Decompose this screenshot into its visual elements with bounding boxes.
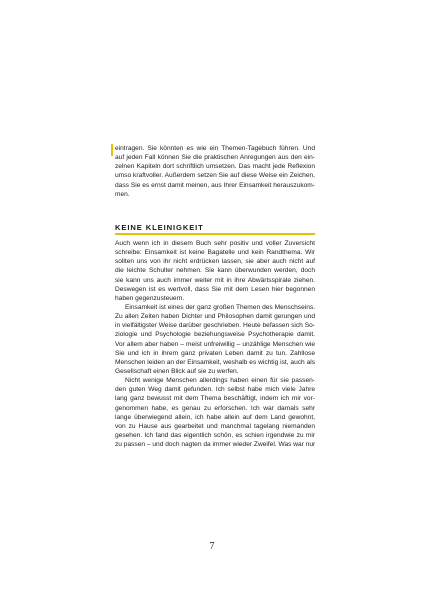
- section-body: [115, 239, 315, 449]
- text-line: lang ganz bewusst mit dem Thema beschäftigt, indem ich mir vor-: [115, 395, 315, 403]
- text-line: haben gegenzusteuern.: [115, 294, 185, 302]
- text-line: umso kraftvoller. Außerdem setzen Sie auf diese Weise ein Zeichen,: [115, 172, 315, 180]
- text-line: Vor allem aber haben – meist unfreiwillig – unzählige Menschen wie: [115, 340, 315, 348]
- text-line: Gesellschaft einen Blick auf sie zu werfen.: [115, 367, 239, 375]
- text-line: auf jeden Fall können Sie die praktischen Anregungen aus den ein-: [115, 154, 315, 162]
- text-line: men.: [115, 190, 130, 198]
- text-line: in vielfältigster Weise darüber geschrieben. Heute befassen sich So-: [115, 322, 315, 330]
- heading-underline: [115, 233, 315, 235]
- page-number: 7: [209, 541, 215, 552]
- margin-accent-bar: [111, 144, 113, 156]
- text-line: sie kann uns auch immer weiter mit in ihre Abwärtsspirale ziehen.: [115, 276, 315, 284]
- text-line: schreibe: Einsamkeit ist keine Bagatelle und kein Randthema. Wir: [115, 249, 315, 257]
- text-line: zelnen Kapiteln dort schriftlich umsetzen. Das macht jede Reflexion: [115, 163, 315, 171]
- text-line: Einsamkeit ist eines der ganz großen Themen des Menschseins.: [125, 303, 315, 311]
- intro-paragraph: [115, 144, 315, 199]
- text-line: sollten uns von ihr nicht erdrücken lassen, sie aber auch nicht auf: [115, 258, 315, 266]
- text-line: zu passen – und doch nagten da immer wieder Zweifel. Was war nur: [115, 441, 315, 449]
- text-line: gesehen. Ich fand das eigentlich schön, es schien irgendwie zu mir: [115, 431, 315, 439]
- text-line: Deswegen ist es wertvoll, dass Sie mit dem Lesen hier begonnen: [115, 285, 315, 293]
- text-line: eintragen. Sie könnten es wie ein Themen-Tagebuch führen. Und: [115, 145, 315, 152]
- text-line: Zu allen Zeiten haben Dichter und Philosophen damit gerungen und: [115, 313, 315, 321]
- text-line: die leichte Schulter nehmen. Sie kann überwunden werden, doch: [115, 267, 315, 275]
- text-line: Sie und ich in ihrem ganz privaten Leben damit zu tun. Zahllose: [115, 349, 315, 357]
- text-line: Auch wenn ich in diesem Buch sehr positiv und voller Zuversicht: [115, 240, 315, 247]
- text-line: genommen habe, es genau zu erforschen. Ich war damals sehr: [115, 404, 315, 412]
- text-line: den guten Weg damit gefunden. Ich selbst habe mich viele Jahre: [115, 386, 315, 394]
- text-line: Nicht wenige Menschen allerdings haben einen für sie passen-: [125, 377, 315, 385]
- section-heading: KEINE KLEINIGKEIT: [115, 223, 204, 232]
- text-line: Menschen leiden an der Einsamkeit, weshalb es wichtig ist, auch als: [115, 358, 315, 366]
- text-line: von zu Hause aus gearbeitet und manchmal tagelang niemanden: [115, 422, 315, 430]
- text-line: ziologie und Psychologie beziehungsweise Psychotherapie damit.: [115, 331, 315, 339]
- text-line: lange überwiegend allein, ich habe allein auf dem Land gewohnt,: [115, 413, 315, 421]
- text-line: dass Sie es ernst damit meinen, aus Ihrer Einsamkeit herauszukom-: [115, 181, 315, 189]
